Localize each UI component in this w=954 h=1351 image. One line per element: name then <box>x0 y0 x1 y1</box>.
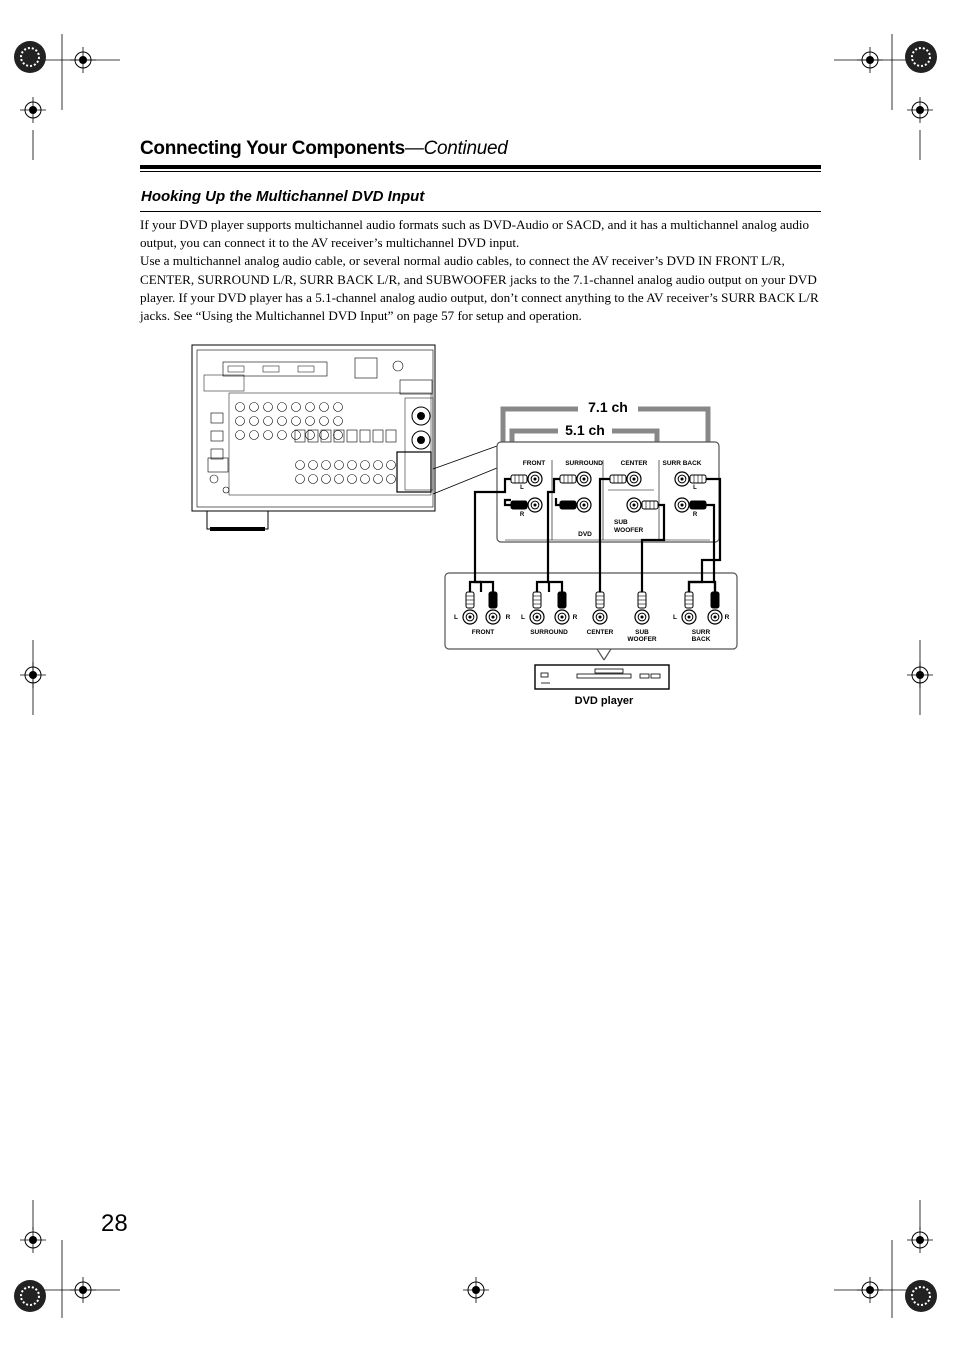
rca-jack-icon <box>682 610 696 624</box>
rca-jack-icon <box>528 472 542 486</box>
player-output-panel <box>445 573 737 660</box>
player-front-r-label: R <box>505 614 511 621</box>
player-back-label: BACK <box>691 636 711 643</box>
rca-plug-icon <box>711 592 719 608</box>
rca-jack-icon <box>577 472 591 486</box>
page-number: 28 <box>101 1210 128 1237</box>
rca-plug-icon <box>690 475 706 483</box>
rca-jack-icon <box>530 610 544 624</box>
player-surround-l-label: L <box>521 614 525 621</box>
av-receiver-icon <box>192 345 435 531</box>
rca-jack-icon <box>486 610 500 624</box>
receiver-back-l-label: L <box>693 485 697 491</box>
dvd-player-label: DVD player <box>574 695 634 707</box>
rca-plug-icon <box>560 475 576 483</box>
player-surround-label: SURROUND <box>530 629 568 636</box>
rca-jack-icon <box>708 610 722 624</box>
rca-plug-icon <box>511 501 527 509</box>
rca-plug-icon <box>558 592 566 608</box>
rca-plug-icon <box>489 592 497 608</box>
rca-plug-icon <box>642 501 658 509</box>
header-continued-text: —Continued <box>404 138 508 159</box>
player-sub-label: SUB <box>635 629 649 636</box>
player-surr-label: SURR <box>691 629 711 636</box>
body-paragraph-1: If your DVD player supports multichannel audio formats such as DVD-Audio or SACD, and it has a multichannel analog audio output, you can connect it to the AV receiver’s multichannel DVD input. <box>140 217 810 251</box>
body-paragraph-2: Use a multichannel analog audio cable, or several normal audio cables, to connect the AV receiver’s DVD IN FRONT L/R, CENTER, SURROUND L/R, SURR BACK L/R, and SUBWOOFER jacks to the 7.1-channel analog audio output on your DVD player. If your DVD player has a 5.1-channel analog audio output, don’t connect anything to the AV receiver’s SURR BACK L/R jacks. See “Using the Multichannel DVD Input” on page 57 for setup and operation. <box>140 253 819 324</box>
receiver-front-l-label: L <box>520 485 524 491</box>
rca-jack-icon <box>577 498 591 512</box>
rca-jack-icon <box>635 610 649 624</box>
receiver-front-r-label: R <box>519 512 525 518</box>
player-back-r-label: R <box>724 614 730 621</box>
rca-plug-icon <box>690 501 706 509</box>
rca-jack-icon <box>593 610 607 624</box>
player-woofer-label: WOOFER <box>627 636 657 643</box>
label-7-1-ch: 7.1 ch <box>588 399 628 415</box>
rca-plug-icon <box>533 592 541 608</box>
zoom-line-top <box>433 446 497 469</box>
player-back-l-label: L <box>673 614 677 621</box>
receiver-dvd-input-panel <box>497 442 719 542</box>
receiver-surround-label: SURROUND <box>565 460 603 467</box>
dvd-player-icon <box>535 665 669 689</box>
player-front-label: FRONT <box>471 629 495 636</box>
receiver-woofer-label: WOOFER <box>614 527 644 534</box>
rca-plug-icon <box>638 592 646 608</box>
rca-jack-icon <box>463 610 477 624</box>
player-center-label: CENTER <box>586 629 614 636</box>
rca-jack-icon <box>627 472 641 486</box>
receiver-front-label: FRONT <box>522 460 546 467</box>
rca-plug-icon <box>560 501 576 509</box>
rca-jack-icon <box>675 472 689 486</box>
rca-jack-icon <box>528 498 542 512</box>
rca-plug-icon <box>511 475 527 483</box>
header-title-text: Connecting Your Components <box>140 138 405 159</box>
receiver-center-label: CENTER <box>620 460 648 467</box>
zoom-line-bottom <box>433 468 497 494</box>
receiver-back-r-label: R <box>692 512 698 518</box>
rca-jack-icon <box>555 610 569 624</box>
rca-plug-icon <box>685 592 693 608</box>
label-5-1-ch: 5.1 ch <box>565 422 605 438</box>
receiver-sub-label: SUB <box>614 519 628 526</box>
bracket-7-1-ch <box>503 399 708 442</box>
player-front-l-label: L <box>454 614 458 621</box>
player-surround-r-label: R <box>572 614 578 621</box>
receiver-surr-back-label: SURR BACK <box>662 460 702 467</box>
rca-plug-icon <box>596 592 604 608</box>
rca-jack-icon <box>675 498 689 512</box>
rca-jack-icon <box>627 498 641 512</box>
receiver-dvd-label: DVD <box>578 531 592 538</box>
section-title: Hooking Up the Multichannel DVD Input <box>141 188 425 205</box>
rca-plug-icon <box>466 592 474 608</box>
rca-plug-icon <box>610 475 626 483</box>
